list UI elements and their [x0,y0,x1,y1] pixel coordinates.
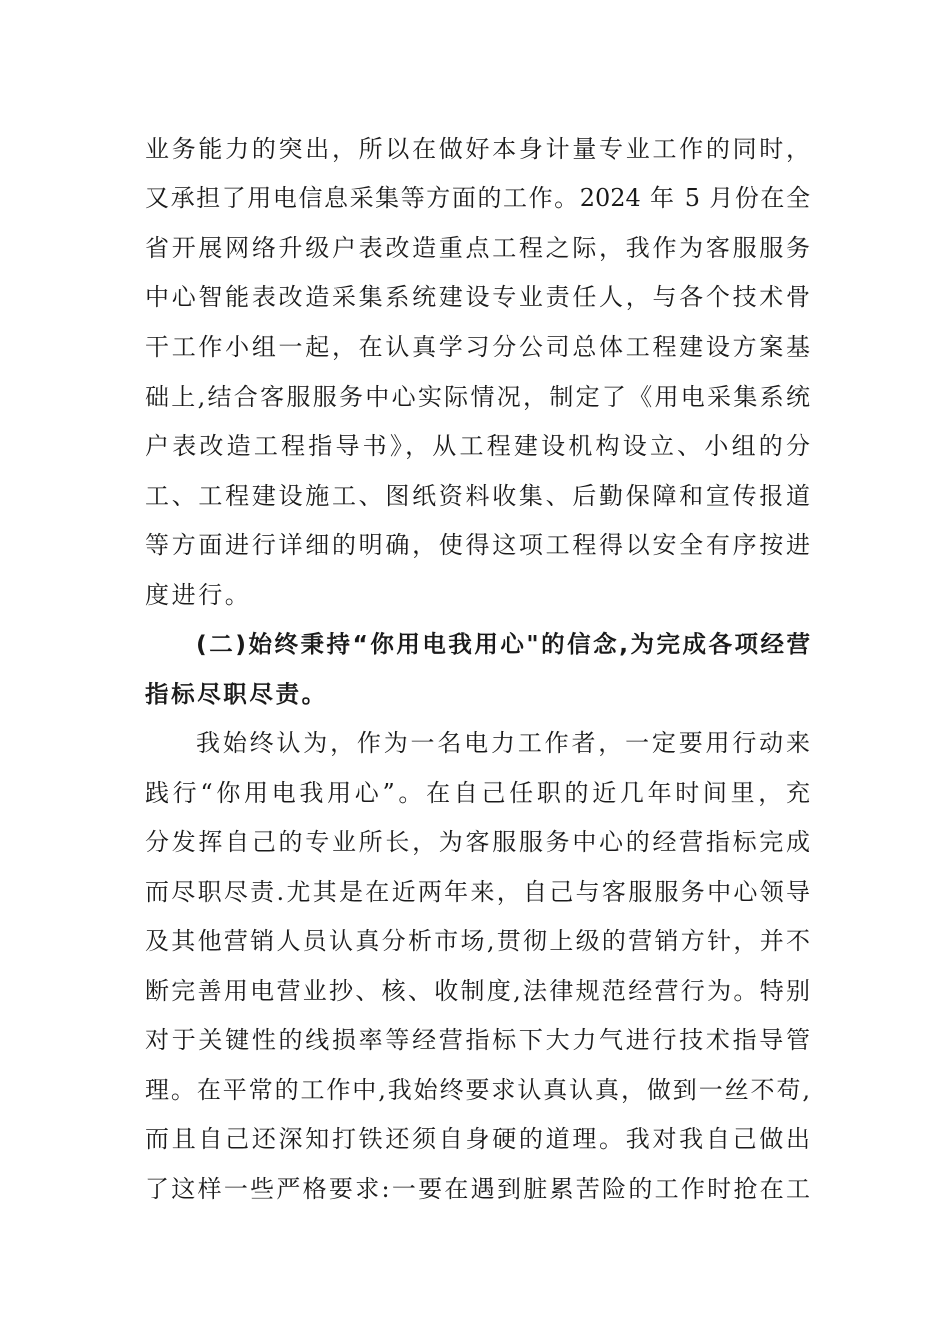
paragraph-line: 我始终认为，作为一名电力工作者，一定要用行动来 [196,729,810,757]
section-heading: 指标尽职尽责。 [145,680,328,708]
paragraph-line: 践行“你用电我用心”。在自己任职的近几年时间里，充 [145,779,810,807]
paragraph-line: 户表改造工程指导书》，从工程建设机构设立、小组的分 [145,432,810,460]
paragraph-line: 业务能力的突出，所以在做好本身计量专业工作的同时， [145,135,810,163]
paragraph-line: 干工作小组一起，在认真学习分公司总体工程建设方案基 [145,333,810,361]
paragraph-line: 分发挥自己的专业所长，为客服服务中心的经营指标完成 [145,828,810,856]
paragraph-line: 断完善用电营业抄、核、收制度,法律规范经营行为。特别 [145,977,810,1005]
paragraph-line: 等方面进行详细的明确，使得这项工程得以安全有序按进 [145,531,810,559]
paragraph-line: 又承担了用电信息采集等方面的工作。2024 年 5 月份在全 [145,184,810,212]
paragraph-line: 及其他营销人员认真分析市场,贯彻上级的营销方针，并不 [145,927,810,955]
paragraph-line: 中心智能表改造采集系统建设专业责任人，与各个技术骨 [145,283,810,311]
paragraph-line: 度进行。 [145,581,252,609]
paragraph-line: 而且自己还深知打铁还须自身硬的道理。我对我自己做出 [145,1125,810,1153]
paragraph-line: 工、工程建设施工、图纸资料收集、后勤保障和宣传报道 [145,482,810,510]
paragraph-line: 而尽职尽责.尤其是在近两年来，自己与客服服务中心领导 [145,878,810,906]
paragraph-line: 对于关键性的线损率等经营指标下大力气进行技术指导管 [145,1026,810,1054]
paragraph-line: 省开展网络升级户表改造重点工程之际，我作为客服服务 [145,234,810,262]
paragraph-line: 础上,结合客服服务中心实际情况，制定了《用电采集系统 [145,383,810,411]
section-heading: (二)始终秉持“你用电我用心"的信念,为完成各项经营 [196,630,810,658]
paragraph-line: 了这样一些严格要求:一要在遇到脏累苦险的工作时抢在工 [145,1175,810,1203]
paragraph-line: 理。在平常的工作中,我始终要求认真认真，做到一丝不苟, [145,1076,810,1104]
